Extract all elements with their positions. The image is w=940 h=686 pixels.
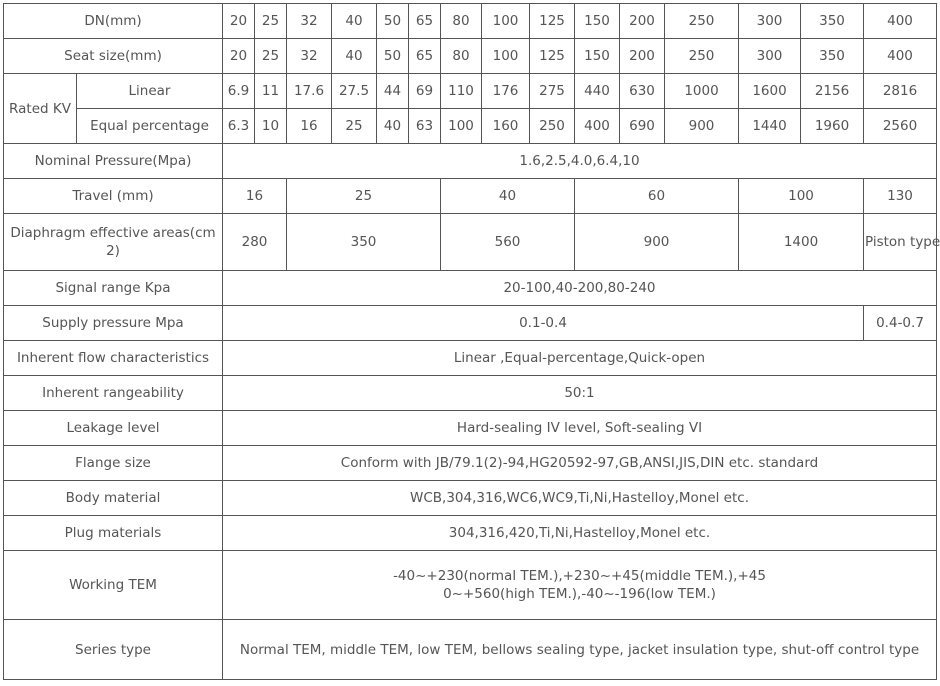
working-temp-value: -40~+230(normal TEM.),+230~+45(middle TEM.),+450~+560(high TEM.),-40~-196(low TEM.): [223, 551, 937, 620]
seat-size-cell: 150: [575, 39, 620, 74]
diaphragm-cell: 1400: [739, 214, 864, 271]
dn-cell: 150: [575, 4, 620, 39]
seat-size-cell: 200: [620, 39, 665, 74]
row-signal-range: [4, 271, 937, 306]
dn-cell: 32: [287, 4, 332, 39]
travel-cell: 16: [223, 179, 287, 214]
dn-cell: 350: [801, 4, 864, 39]
kv-linear-cell: 1600: [739, 74, 801, 109]
spec-table: [3, 3, 940, 680]
signal-range-label: Signal range Kpa: [4, 271, 223, 306]
plug-material-value: 304,316,420,Ti,Ni,Hastelloy,Monel etc.: [223, 516, 937, 551]
row-working-temp: [4, 551, 937, 620]
dn-cell: 50: [377, 4, 409, 39]
dn-cell: 100: [482, 4, 530, 39]
kv-equal-cell: 900: [665, 109, 739, 144]
dn-cell: 80: [441, 4, 482, 39]
rangeability-label: Inherent rangeability: [4, 376, 223, 411]
kv-linear-cell: 6.9: [223, 74, 255, 109]
seat-size-cell: 125: [530, 39, 575, 74]
kv-linear-cell: 110: [441, 74, 482, 109]
rated-kv-label: Rated KV: [4, 74, 77, 144]
row-plug-material: [4, 516, 937, 551]
seat-size-cell: 50: [377, 39, 409, 74]
body-material-label: Body material: [4, 481, 223, 516]
kv-equal-cell: 250: [530, 109, 575, 144]
row-flow-characteristics: [4, 341, 937, 376]
dn-cell: 250: [665, 4, 739, 39]
dn-cell: 25: [255, 4, 287, 39]
kv-linear-cell: 2156: [801, 74, 864, 109]
seat-size-cell: 100: [482, 39, 530, 74]
kv-linear-cell: 440: [575, 74, 620, 109]
dn-cell: 200: [620, 4, 665, 39]
diaphragm-cell: 280: [223, 214, 287, 271]
kv-linear-cell: 44: [377, 74, 409, 109]
signal-range-value: 20-100,40-200,80-240: [223, 271, 937, 306]
seat-size-cell: 80: [441, 39, 482, 74]
seat-size-cell: 25: [255, 39, 287, 74]
diaphragm-cell: Piston type: [864, 214, 937, 271]
kv-linear-cell: 17.6: [287, 74, 332, 109]
travel-cell: 60: [575, 179, 739, 214]
seat-size-label: Seat size(mm): [4, 39, 223, 74]
kv-linear-label: Linear: [77, 74, 223, 109]
travel-cell: 100: [739, 179, 864, 214]
rangeability-value: 50:1: [223, 376, 937, 411]
dn-cell: 40: [332, 4, 377, 39]
kv-equal-cell: 10: [255, 109, 287, 144]
kv-linear-cell: 1000: [665, 74, 739, 109]
seat-size-cell: 300: [739, 39, 801, 74]
kv-equal-cell: 690: [620, 109, 665, 144]
seat-size-cell: 350: [801, 39, 864, 74]
nominal-pressure-label: Nominal Pressure(Mpa): [4, 144, 223, 179]
seat-size-cell: 20: [223, 39, 255, 74]
dn-cell: 65: [409, 4, 441, 39]
kv-equal-cell: 63: [409, 109, 441, 144]
kv-linear-cell: 275: [530, 74, 575, 109]
flow-characteristics-value: Linear ,Equal-percentage,Quick-open: [223, 341, 937, 376]
seat-size-cell: 400: [864, 39, 937, 74]
row-seat-size: [4, 39, 937, 74]
row-travel: [4, 179, 937, 214]
row-nominal-pressure: [4, 144, 937, 179]
row-body-material: [4, 481, 937, 516]
seat-size-cell: 32: [287, 39, 332, 74]
travel-cell: 25: [287, 179, 441, 214]
supply-pressure-value: 0.1-0.4: [223, 306, 864, 341]
row-kv-linear: [4, 74, 937, 109]
kv-equal-cell: 6.3: [223, 109, 255, 144]
kv-linear-cell: 176: [482, 74, 530, 109]
seat-size-cell: 65: [409, 39, 441, 74]
kv-linear-cell: 69: [409, 74, 441, 109]
flange-value: Conform with JB/79.1(2)-94,HG20592-97,GB,ANSI,JIS,DIN etc. standard: [223, 446, 937, 481]
seat-size-cell: 40: [332, 39, 377, 74]
kv-linear-cell: 630: [620, 74, 665, 109]
kv-linear-cell: 11: [255, 74, 287, 109]
diaphragm-cell: 560: [441, 214, 575, 271]
kv-equal-cell: 400: [575, 109, 620, 144]
row-dn: [4, 4, 937, 39]
dn-label: DN(mm): [4, 4, 223, 39]
diaphragm-label: Diaphragm effective areas(cm2): [4, 214, 223, 271]
travel-cell: 130: [864, 179, 937, 214]
kv-equal-cell: 1960: [801, 109, 864, 144]
kv-equal-cell: 40: [377, 109, 409, 144]
leakage-label: Leakage level: [4, 411, 223, 446]
row-kv-equal-percentage: [4, 109, 937, 144]
kv-equal-cell: 1440: [739, 109, 801, 144]
kv-equal-cell: 2560: [864, 109, 937, 144]
kv-equal-cell: 25: [332, 109, 377, 144]
dn-cell: 400: [864, 4, 937, 39]
row-series-type: [4, 620, 937, 680]
flow-characteristics-label: Inherent flow characteristics: [4, 341, 223, 376]
diaphragm-cell: 350: [287, 214, 441, 271]
working-temp-label: Working TEM: [4, 551, 223, 620]
diaphragm-cell: 900: [575, 214, 739, 271]
dn-cell: 20: [223, 4, 255, 39]
travel-cell: 40: [441, 179, 575, 214]
travel-label: Travel (mm): [4, 179, 223, 214]
seat-size-cell: 250: [665, 39, 739, 74]
supply-pressure-label: Supply pressure Mpa: [4, 306, 223, 341]
flange-label: Flange size: [4, 446, 223, 481]
nominal-pressure-value: 1.6,2.5,4.0,6.4,10: [223, 144, 937, 179]
dn-cell: 125: [530, 4, 575, 39]
series-type-value: Normal TEM, middle TEM, low TEM, bellows sealing type, jacket insulation type, shut-off control type: [223, 620, 937, 680]
body-material-value: WCB,304,316,WC6,WC9,Ti,Ni,Hastelloy,Monel etc.: [223, 481, 937, 516]
plug-material-label: Plug materials: [4, 516, 223, 551]
kv-equal-cell: 100: [441, 109, 482, 144]
row-flange: [4, 446, 937, 481]
row-diaphragm: [4, 214, 937, 271]
series-type-label: Series type: [4, 620, 223, 680]
kv-linear-cell: 27.5: [332, 74, 377, 109]
supply-pressure-value: 0.4-0.7: [864, 306, 937, 341]
row-supply-pressure: [4, 306, 937, 341]
kv-equal-cell: 16: [287, 109, 332, 144]
row-leakage: [4, 411, 937, 446]
kv-equal-cell: 160: [482, 109, 530, 144]
kv-linear-cell: 2816: [864, 74, 937, 109]
kv-equal-label: Equal percentage: [77, 109, 223, 144]
dn-cell: 300: [739, 4, 801, 39]
leakage-value: Hard-sealing IV level, Soft-sealing VI: [223, 411, 937, 446]
row-rangeability: [4, 376, 937, 411]
